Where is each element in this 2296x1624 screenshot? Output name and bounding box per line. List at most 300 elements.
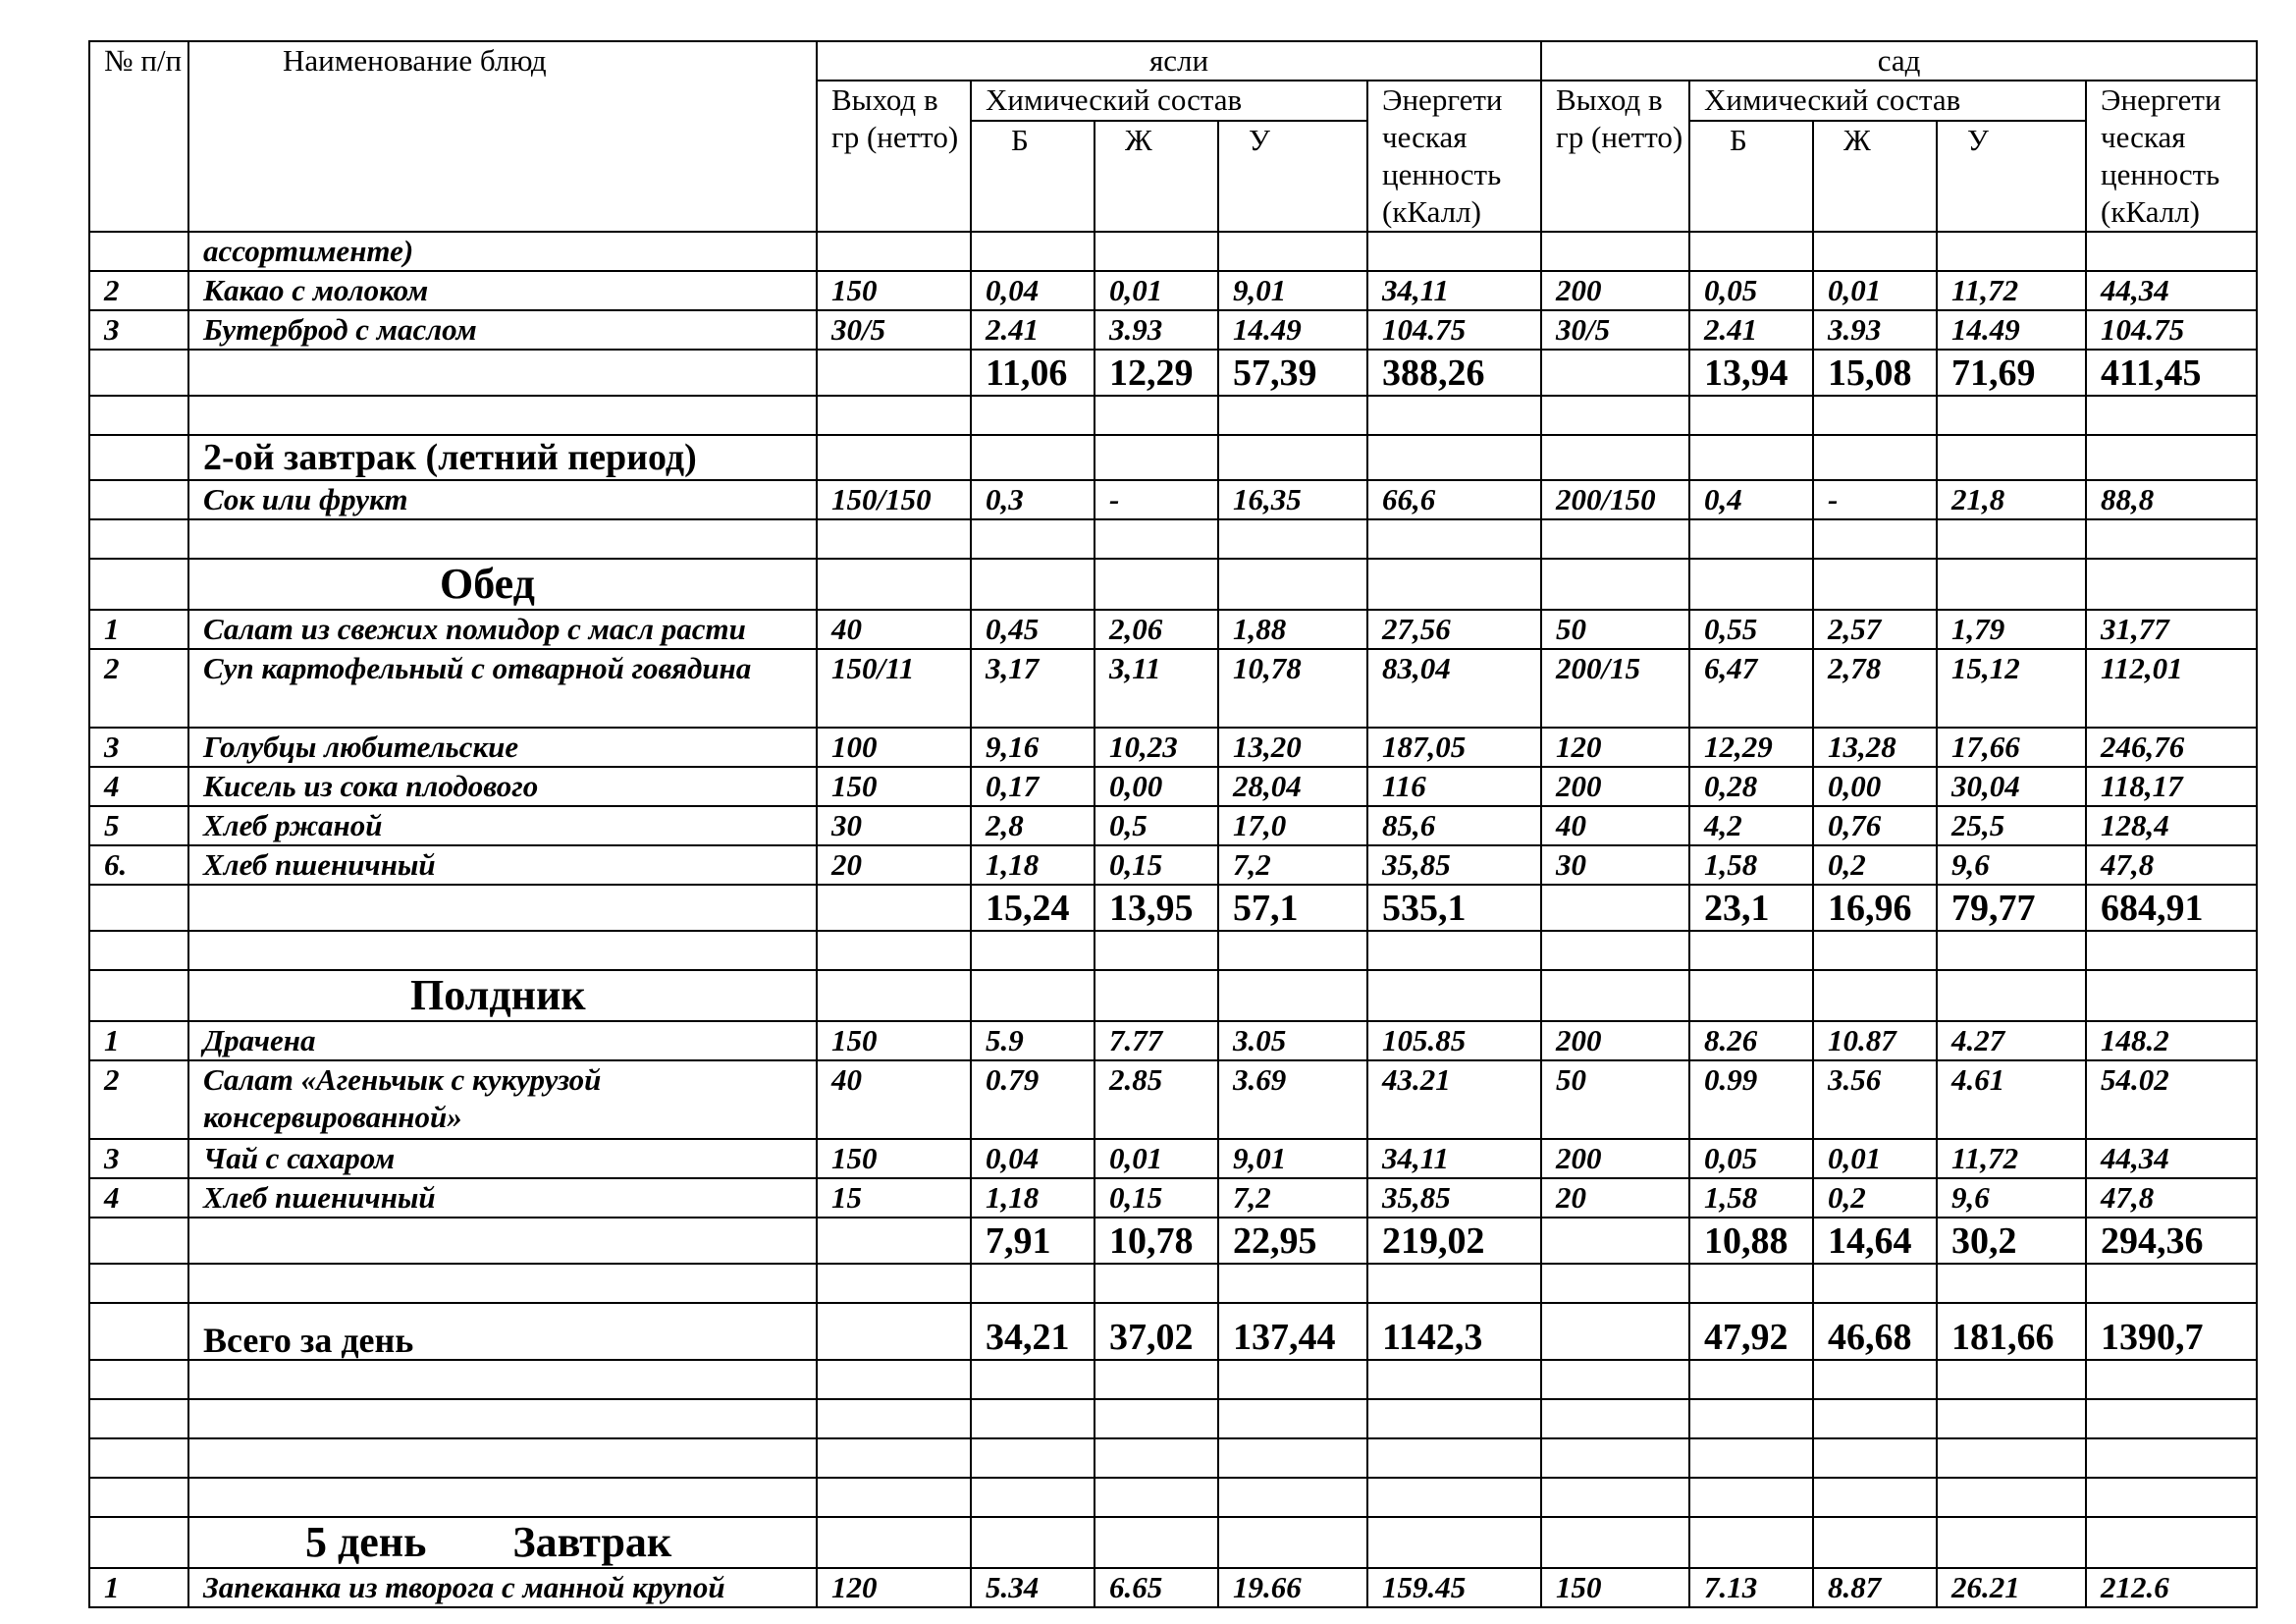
cell-yasli-b — [971, 1264, 1095, 1303]
cell-sad-b — [1689, 931, 1813, 970]
cell-yasli-energy — [1367, 1438, 1541, 1478]
cell-num: 4 — [89, 767, 188, 806]
cell-sad-output: 150 — [1541, 1568, 1689, 1607]
cell-yasli-b — [971, 1360, 1095, 1399]
cell-yasli-u: 16,35 — [1218, 480, 1367, 519]
cell-yasli-u: 14.49 — [1218, 310, 1367, 350]
cell-yasli-energy: 34,11 — [1367, 271, 1541, 310]
cell-sad-u: 30,2 — [1937, 1218, 2086, 1264]
cell-sad-output — [1541, 559, 1689, 610]
cell-yasli-u — [1218, 435, 1367, 480]
cell-sad-b — [1689, 970, 1813, 1021]
cell-sad-output: 200 — [1541, 767, 1689, 806]
cell-sad-b: 47,92 — [1689, 1303, 1813, 1360]
cell-sad-energy: 294,36 — [2086, 1218, 2257, 1264]
cell-yasli-zh: 0,01 — [1095, 271, 1218, 310]
header-sad-zh: Ж — [1813, 121, 1937, 232]
cell-num — [89, 1478, 188, 1517]
cell-sad-zh — [1813, 1264, 1937, 1303]
cell-num: 2 — [89, 649, 188, 728]
cell-num — [89, 1360, 188, 1399]
cell-sad-output: 50 — [1541, 1060, 1689, 1139]
cell-yasli-zh — [1095, 1399, 1218, 1438]
cell-yasli-zh: 0,15 — [1095, 845, 1218, 885]
cell-sad-zh: 0,00 — [1813, 767, 1937, 806]
cell-num: 1 — [89, 1021, 188, 1060]
cell-sad-b: 0,05 — [1689, 271, 1813, 310]
table-row — [89, 271, 2257, 310]
cell-sad-u — [1937, 1517, 2086, 1568]
cell-num — [89, 519, 188, 559]
cell-yasli-energy — [1367, 1478, 1541, 1517]
cell-yasli-b — [971, 931, 1095, 970]
cell-name: Всего за день — [188, 1303, 817, 1360]
cell-yasli-u — [1218, 559, 1367, 610]
table-row — [89, 1399, 2257, 1438]
cell-sad-u — [1937, 931, 2086, 970]
cell-sad-u: 26.21 — [1937, 1568, 2086, 1607]
cell-yasli-u: 57,39 — [1218, 350, 1367, 396]
cell-name: Обед — [188, 559, 817, 610]
cell-name — [188, 1264, 817, 1303]
cell-sad-b: 10,88 — [1689, 1218, 1813, 1264]
cell-sad-u — [1937, 559, 2086, 610]
cell-yasli-b: 2.41 — [971, 310, 1095, 350]
cell-yasli-u: 137,44 — [1218, 1303, 1367, 1360]
cell-yasli-output — [817, 1517, 971, 1568]
cell-yasli-zh: - — [1095, 480, 1218, 519]
cell-sad-output: 200/15 — [1541, 649, 1689, 728]
cell-yasli-zh — [1095, 970, 1218, 1021]
cell-yasli-output: 150 — [817, 767, 971, 806]
cell-sad-energy: 246,76 — [2086, 728, 2257, 767]
cell-yasli-energy — [1367, 519, 1541, 559]
cell-yasli-u — [1218, 1360, 1367, 1399]
table-row — [89, 559, 2257, 610]
cell-sad-output — [1541, 350, 1689, 396]
cell-sad-energy: 47,8 — [2086, 845, 2257, 885]
cell-num: 3 — [89, 1139, 188, 1178]
cell-sad-output — [1541, 396, 1689, 435]
cell-sad-b: 0,28 — [1689, 767, 1813, 806]
cell-num — [89, 1218, 188, 1264]
cell-name — [188, 1218, 817, 1264]
cell-yasli-energy — [1367, 396, 1541, 435]
cell-sad-b — [1689, 396, 1813, 435]
cell-sad-zh — [1813, 559, 1937, 610]
cell-sad-energy: 47,8 — [2086, 1178, 2257, 1218]
cell-sad-zh: - — [1813, 480, 1937, 519]
table-row — [89, 728, 2257, 767]
cell-sad-b: 0.99 — [1689, 1060, 1813, 1139]
cell-sad-output — [1541, 1478, 1689, 1517]
cell-sad-zh: 14,64 — [1813, 1218, 1937, 1264]
cell-yasli-zh: 2.85 — [1095, 1060, 1218, 1139]
table-row — [89, 1517, 2257, 1568]
cell-yasli-energy: 35,85 — [1367, 1178, 1541, 1218]
cell-sad-b — [1689, 519, 1813, 559]
header-yasli-zh: Ж — [1095, 121, 1218, 232]
cell-yasli-zh — [1095, 396, 1218, 435]
cell-yasli-u — [1218, 396, 1367, 435]
table-row — [89, 232, 2257, 271]
cell-sad-u: 15,12 — [1937, 649, 2086, 728]
cell-sad-energy: 44,34 — [2086, 1139, 2257, 1178]
cell-sad-zh — [1813, 435, 1937, 480]
cell-yasli-energy: 159.45 — [1367, 1568, 1541, 1607]
cell-sad-b — [1689, 232, 1813, 271]
cell-sad-energy: 88,8 — [2086, 480, 2257, 519]
cell-yasli-zh: 3,11 — [1095, 649, 1218, 728]
cell-yasli-b: 34,21 — [971, 1303, 1095, 1360]
cell-yasli-output — [817, 519, 971, 559]
cell-sad-u: 9,6 — [1937, 845, 2086, 885]
table-row — [89, 970, 2257, 1021]
cell-sad-u: 9,6 — [1937, 1178, 2086, 1218]
cell-yasli-energy: 85,6 — [1367, 806, 1541, 845]
cell-sad-b — [1689, 559, 1813, 610]
cell-yasli-energy: 219,02 — [1367, 1218, 1541, 1264]
cell-sad-energy: 1390,7 — [2086, 1303, 2257, 1360]
cell-yasli-u: 7,2 — [1218, 1178, 1367, 1218]
cell-name: Сок или фрукт — [188, 480, 817, 519]
cell-yasli-b: 15,24 — [971, 885, 1095, 931]
cell-yasli-output: 15 — [817, 1178, 971, 1218]
cell-sad-b: 23,1 — [1689, 885, 1813, 931]
cell-yasli-u: 17,0 — [1218, 806, 1367, 845]
cell-yasli-energy: 1142,3 — [1367, 1303, 1541, 1360]
cell-sad-u: 11,72 — [1937, 271, 2086, 310]
cell-name: Запеканка из творога с манной крупой — [188, 1568, 817, 1607]
cell-sad-energy — [2086, 1517, 2257, 1568]
cell-sad-energy: 128,4 — [2086, 806, 2257, 845]
header-name: Наименование блюд — [188, 41, 817, 232]
cell-sad-b: 1,58 — [1689, 1178, 1813, 1218]
table-row — [89, 767, 2257, 806]
cell-yasli-b — [971, 970, 1095, 1021]
cell-yasli-energy: 104.75 — [1367, 310, 1541, 350]
cell-sad-output — [1541, 1438, 1689, 1478]
cell-num: 6. — [89, 845, 188, 885]
cell-num: 3 — [89, 728, 188, 767]
cell-num: 1 — [89, 610, 188, 649]
header-yasli-output: Выход в гр (нетто) — [817, 81, 971, 232]
cell-yasli-b — [971, 1399, 1095, 1438]
cell-yasli-b: 5.9 — [971, 1021, 1095, 1060]
cell-num — [89, 970, 188, 1021]
cell-yasli-u — [1218, 519, 1367, 559]
cell-yasli-output — [817, 1438, 971, 1478]
cell-sad-u — [1937, 1264, 2086, 1303]
cell-sad-energy — [2086, 559, 2257, 610]
cell-yasli-zh: 12,29 — [1095, 350, 1218, 396]
cell-yasli-output: 30/5 — [817, 310, 971, 350]
header-sad-energy: Энергети ческая ценность (кКалл) — [2086, 81, 2257, 232]
cell-sad-zh: 0,2 — [1813, 1178, 1937, 1218]
cell-yasli-b: 5.34 — [971, 1568, 1095, 1607]
table-row — [89, 649, 2257, 728]
cell-yasli-b — [971, 559, 1095, 610]
header-yasli-energy: Энергети ческая ценность (кКалл) — [1367, 81, 1541, 232]
cell-sad-output — [1541, 1264, 1689, 1303]
menu-table — [88, 40, 2258, 1608]
cell-yasli-energy: 187,05 — [1367, 728, 1541, 767]
cell-name: Салат из свежих помидор с масл расти — [188, 610, 817, 649]
cell-sad-output — [1541, 1517, 1689, 1568]
cell-yasli-zh — [1095, 1264, 1218, 1303]
cell-yasli-b: 0.79 — [971, 1060, 1095, 1139]
cell-num: 5 — [89, 806, 188, 845]
cell-yasli-energy: 43.21 — [1367, 1060, 1541, 1139]
cell-yasli-energy: 105.85 — [1367, 1021, 1541, 1060]
table-row — [89, 931, 2257, 970]
cell-yasli-output — [817, 350, 971, 396]
cell-sad-output: 30 — [1541, 845, 1689, 885]
cell-sad-u: 17,66 — [1937, 728, 2086, 767]
cell-yasli-energy — [1367, 1399, 1541, 1438]
cell-yasli-output — [817, 1478, 971, 1517]
cell-sad-zh: 16,96 — [1813, 885, 1937, 931]
cell-sad-energy — [2086, 1264, 2257, 1303]
cell-yasli-u — [1218, 1478, 1367, 1517]
cell-sad-b: 8.26 — [1689, 1021, 1813, 1060]
cell-sad-output: 30/5 — [1541, 310, 1689, 350]
cell-sad-output — [1541, 519, 1689, 559]
cell-yasli-b — [971, 1478, 1095, 1517]
cell-name — [188, 1360, 817, 1399]
cell-num — [89, 1438, 188, 1478]
cell-yasli-zh: 0,01 — [1095, 1139, 1218, 1178]
table-row — [89, 1021, 2257, 1060]
cell-yasli-output: 100 — [817, 728, 971, 767]
cell-sad-zh: 8.87 — [1813, 1568, 1937, 1607]
cell-name: Хлеб ржаной — [188, 806, 817, 845]
cell-yasli-b: 11,06 — [971, 350, 1095, 396]
cell-name: Голубцы любительские — [188, 728, 817, 767]
cell-sad-energy — [2086, 1478, 2257, 1517]
cell-sad-energy: 411,45 — [2086, 350, 2257, 396]
cell-sad-u — [1937, 396, 2086, 435]
cell-name: Салат «Агеньчык с кукурузой консервированной» — [188, 1060, 817, 1139]
cell-yasli-b: 9,16 — [971, 728, 1095, 767]
cell-yasli-output — [817, 435, 971, 480]
cell-yasli-u: 9,01 — [1218, 271, 1367, 310]
cell-yasli-energy — [1367, 970, 1541, 1021]
cell-sad-u — [1937, 1360, 2086, 1399]
cell-yasli-zh — [1095, 1478, 1218, 1517]
table-row — [89, 435, 2257, 480]
header-sad-output: Выход в гр (нетто) — [1541, 81, 1689, 232]
cell-yasli-zh: 6.65 — [1095, 1568, 1218, 1607]
cell-name: Хлеб пшеничный — [188, 1178, 817, 1218]
cell-name: Бутерброд с маслом — [188, 310, 817, 350]
table-row — [89, 610, 2257, 649]
cell-yasli-output — [817, 1360, 971, 1399]
cell-name — [188, 1478, 817, 1517]
cell-yasli-u — [1218, 1399, 1367, 1438]
cell-num: 4 — [89, 1178, 188, 1218]
cell-num — [89, 1399, 188, 1438]
cell-sad-energy: 31,77 — [2086, 610, 2257, 649]
cell-sad-zh: 15,08 — [1813, 350, 1937, 396]
cell-yasli-zh: 10,78 — [1095, 1218, 1218, 1264]
cell-sad-output — [1541, 435, 1689, 480]
cell-yasli-zh: 13,95 — [1095, 885, 1218, 931]
cell-yasli-energy: 66,6 — [1367, 480, 1541, 519]
cell-yasli-energy: 388,26 — [1367, 350, 1541, 396]
cell-name: Полдник — [188, 970, 817, 1021]
cell-sad-zh — [1813, 519, 1937, 559]
cell-sad-output: 20 — [1541, 1178, 1689, 1218]
cell-num — [89, 931, 188, 970]
cell-yasli-b: 1,18 — [971, 845, 1095, 885]
cell-sad-energy: 212.6 — [2086, 1568, 2257, 1607]
cell-sad-u: 14.49 — [1937, 310, 2086, 350]
cell-sad-zh — [1813, 232, 1937, 271]
cell-sad-b — [1689, 1438, 1813, 1478]
cell-yasli-u: 10,78 — [1218, 649, 1367, 728]
header-sad: сад — [1541, 41, 2257, 81]
table-row — [89, 1218, 2257, 1264]
cell-yasli-output — [817, 1399, 971, 1438]
cell-yasli-u — [1218, 1517, 1367, 1568]
cell-sad-b — [1689, 1517, 1813, 1568]
header-num: № п/п — [89, 41, 188, 232]
cell-sad-u: 21,8 — [1937, 480, 2086, 519]
cell-sad-energy — [2086, 396, 2257, 435]
cell-sad-u — [1937, 1399, 2086, 1438]
cell-sad-u: 4.27 — [1937, 1021, 2086, 1060]
cell-name: Чай с сахаром — [188, 1139, 817, 1178]
table-row — [89, 310, 2257, 350]
cell-sad-u: 30,04 — [1937, 767, 2086, 806]
cell-sad-output — [1541, 1360, 1689, 1399]
cell-num: 1 — [89, 1568, 188, 1607]
cell-yasli-u — [1218, 232, 1367, 271]
table-row — [89, 1438, 2257, 1478]
cell-sad-zh — [1813, 1360, 1937, 1399]
cell-sad-output — [1541, 970, 1689, 1021]
cell-num: 3 — [89, 310, 188, 350]
cell-yasli-u — [1218, 970, 1367, 1021]
cell-yasli-zh: 7.77 — [1095, 1021, 1218, 1060]
cell-yasli-zh — [1095, 232, 1218, 271]
cell-num — [89, 350, 188, 396]
cell-sad-output: 50 — [1541, 610, 1689, 649]
cell-num — [89, 885, 188, 931]
cell-sad-u — [1937, 519, 2086, 559]
cell-num — [89, 1303, 188, 1360]
cell-sad-u: 25,5 — [1937, 806, 2086, 845]
cell-yasli-u: 28,04 — [1218, 767, 1367, 806]
cell-yasli-b — [971, 232, 1095, 271]
cell-sad-output — [1541, 1399, 1689, 1438]
cell-sad-b: 1,58 — [1689, 845, 1813, 885]
cell-yasli-b: 2,8 — [971, 806, 1095, 845]
cell-sad-output — [1541, 885, 1689, 931]
cell-yasli-b — [971, 396, 1095, 435]
cell-sad-energy: 118,17 — [2086, 767, 2257, 806]
table-row — [89, 1139, 2257, 1178]
cell-yasli-zh: 10,23 — [1095, 728, 1218, 767]
cell-yasli-b: 0,45 — [971, 610, 1095, 649]
cell-sad-energy — [2086, 970, 2257, 1021]
cell-yasli-b: 0,3 — [971, 480, 1095, 519]
cell-yasli-energy — [1367, 232, 1541, 271]
cell-yasli-b: 0,04 — [971, 271, 1095, 310]
cell-yasli-energy: 116 — [1367, 767, 1541, 806]
table-row — [89, 396, 2257, 435]
cell-yasli-u: 3.69 — [1218, 1060, 1367, 1139]
table-row — [89, 1060, 2257, 1139]
cell-sad-b: 6,47 — [1689, 649, 1813, 728]
cell-num — [89, 1264, 188, 1303]
cell-yasli-zh: 2,06 — [1095, 610, 1218, 649]
cell-yasli-energy: 27,56 — [1367, 610, 1541, 649]
cell-yasli-zh: 0,5 — [1095, 806, 1218, 845]
cell-name: ассортименте) — [188, 232, 817, 271]
cell-yasli-b — [971, 1438, 1095, 1478]
cell-yasli-b: 0,17 — [971, 767, 1095, 806]
cell-yasli-b: 0,04 — [971, 1139, 1095, 1178]
cell-sad-u — [1937, 970, 2086, 1021]
cell-sad-zh: 10.87 — [1813, 1021, 1937, 1060]
cell-yasli-zh — [1095, 519, 1218, 559]
table-row — [89, 1303, 2257, 1360]
table-row — [89, 480, 2257, 519]
cell-sad-zh: 3.56 — [1813, 1060, 1937, 1139]
cell-sad-energy — [2086, 232, 2257, 271]
cell-sad-energy: 684,91 — [2086, 885, 2257, 931]
cell-sad-zh — [1813, 1438, 1937, 1478]
cell-name: Какао с молоком — [188, 271, 817, 310]
cell-yasli-u — [1218, 1264, 1367, 1303]
cell-name — [188, 885, 817, 931]
cell-yasli-zh — [1095, 559, 1218, 610]
cell-yasli-u: 9,01 — [1218, 1139, 1367, 1178]
cell-yasli-energy — [1367, 1264, 1541, 1303]
cell-name: Драчена — [188, 1021, 817, 1060]
cell-num — [89, 396, 188, 435]
cell-yasli-zh — [1095, 1438, 1218, 1478]
cell-yasli-output: 150 — [817, 1021, 971, 1060]
cell-yasli-output — [817, 559, 971, 610]
cell-yasli-b: 3,17 — [971, 649, 1095, 728]
cell-yasli-u: 13,20 — [1218, 728, 1367, 767]
cell-name: Кисель из сока плодового — [188, 767, 817, 806]
header-yasli-b: Б — [971, 121, 1095, 232]
header-yasli-u: У — [1218, 121, 1367, 232]
cell-sad-b — [1689, 1360, 1813, 1399]
cell-yasli-zh: 37,02 — [1095, 1303, 1218, 1360]
cell-name: Суп картофельный с отварной говядина — [188, 649, 817, 728]
cell-sad-u — [1937, 435, 2086, 480]
cell-yasli-output: 40 — [817, 1060, 971, 1139]
cell-name: 2-ой завтрак (летний период) — [188, 435, 817, 480]
cell-sad-energy: 104.75 — [2086, 310, 2257, 350]
cell-sad-u: 71,69 — [1937, 350, 2086, 396]
cell-yasli-b: 1,18 — [971, 1178, 1095, 1218]
cell-sad-energy: 54.02 — [2086, 1060, 2257, 1139]
cell-sad-b: 0,4 — [1689, 480, 1813, 519]
cell-name — [188, 931, 817, 970]
cell-sad-zh — [1813, 396, 1937, 435]
cell-sad-zh — [1813, 1399, 1937, 1438]
cell-sad-b: 0,55 — [1689, 610, 1813, 649]
cell-num: 2 — [89, 1060, 188, 1139]
cell-sad-u: 1,79 — [1937, 610, 2086, 649]
cell-yasli-b — [971, 519, 1095, 559]
